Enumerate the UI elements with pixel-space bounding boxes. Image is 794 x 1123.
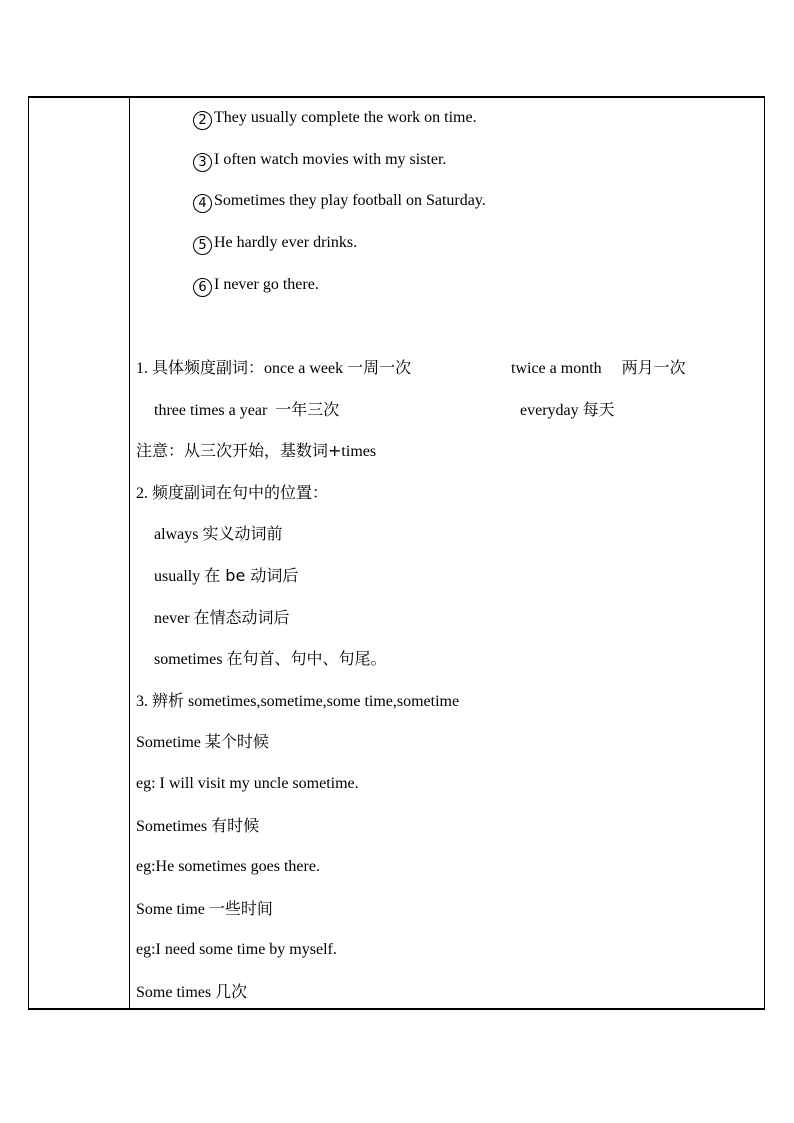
section2-heading: 2. 频度副词在句中的位置： bbox=[136, 483, 329, 502]
term-example: eg: I will visit my uncle sometime. bbox=[136, 775, 359, 792]
position-rule: usually 在 be 动词后 bbox=[154, 566, 299, 585]
circled-number: 3 bbox=[193, 153, 212, 172]
term-example: eg:I need some time by myself. bbox=[136, 941, 337, 958]
example-text: I never go there. bbox=[214, 276, 319, 293]
example-sentence bbox=[193, 275, 319, 297]
example-sentence bbox=[193, 233, 357, 255]
example-text: Sometimes they play football on Saturday. bbox=[214, 192, 486, 209]
term-definition: Sometimes 有时候 bbox=[136, 816, 260, 835]
term-example: eg:He sometimes goes there. bbox=[136, 858, 320, 875]
example-sentence bbox=[193, 108, 477, 130]
example-sentence bbox=[193, 191, 486, 213]
left-column bbox=[29, 98, 130, 1008]
circled-number: 4 bbox=[193, 194, 212, 213]
term-definition: Some time 一些时间 bbox=[136, 899, 273, 918]
section1-item2: twice a month 两月一次 bbox=[511, 358, 686, 377]
circled-number: 2 bbox=[193, 111, 212, 130]
example-text: He hardly ever drinks. bbox=[214, 234, 358, 251]
section1-item4: everyday 每天 bbox=[520, 400, 615, 419]
circled-number: 6 bbox=[193, 278, 212, 297]
circled-number: 5 bbox=[193, 236, 212, 255]
section1-item3: three times a year 一年三次 bbox=[154, 400, 340, 419]
term-definition: Sometime 某个时候 bbox=[136, 732, 269, 751]
position-rule: always 实义动词前 bbox=[154, 524, 283, 543]
example-text: They usually complete the work on time. bbox=[214, 109, 477, 126]
example-sentence bbox=[193, 150, 446, 172]
section1-heading: 1. 具体频度副词：once a week 一周一次 bbox=[136, 358, 412, 377]
position-rule: sometimes 在句首、句中、句尾。 bbox=[154, 649, 387, 668]
example-text: I often watch movies with my sister. bbox=[214, 151, 447, 168]
term-definition: Some times 几次 bbox=[136, 982, 248, 1001]
section1-note: 注意：从三次开始，基数词+times bbox=[136, 441, 377, 460]
section3-heading: 3. 辨析 sometimes,sometime,some time,sometime bbox=[136, 691, 460, 710]
position-rule: never 在情态动词后 bbox=[154, 608, 290, 627]
